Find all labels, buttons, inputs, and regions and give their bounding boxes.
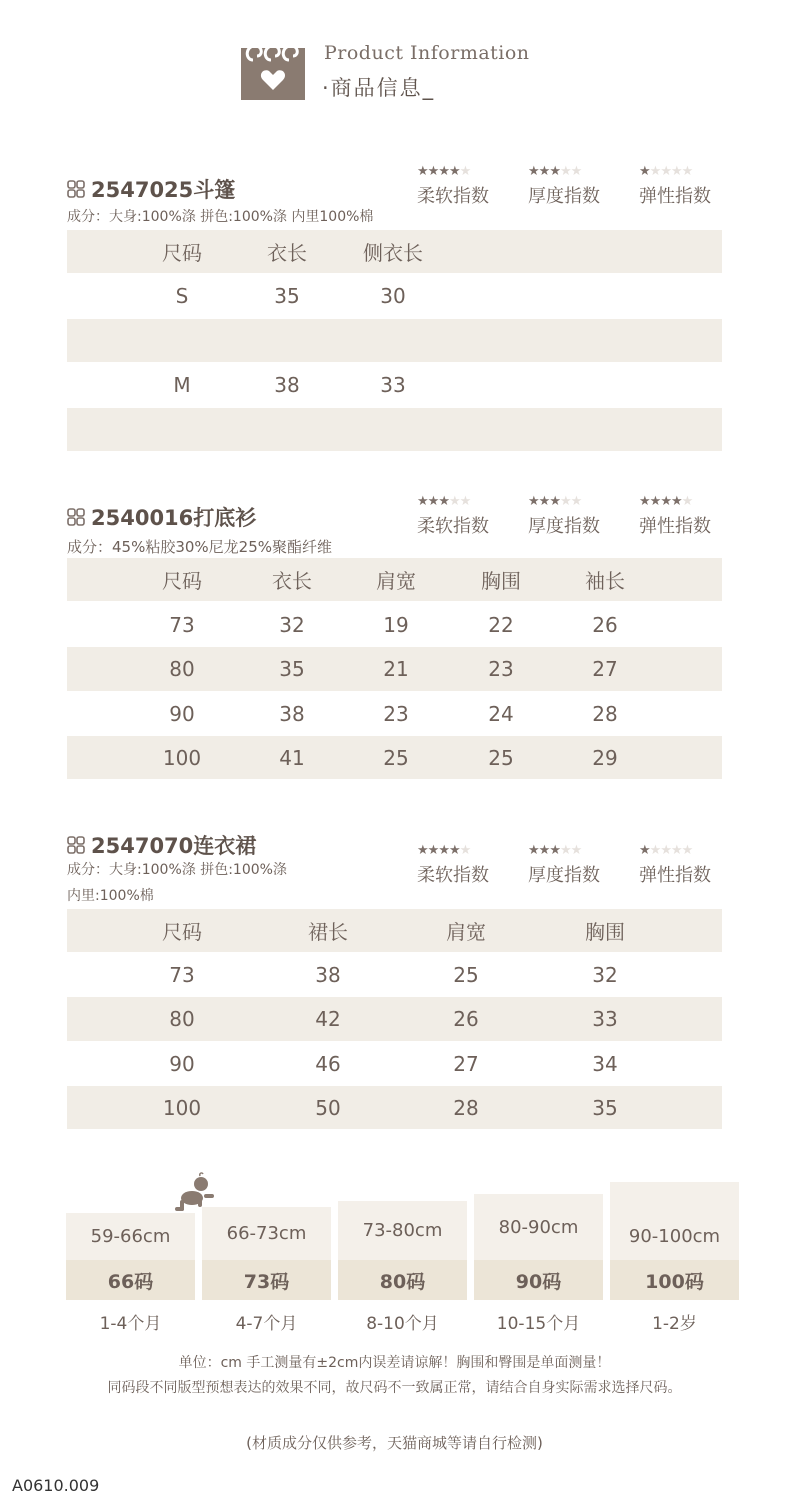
size-label: 66码: [66, 1260, 195, 1300]
table-row: [67, 273, 722, 319]
star-empty-icon: ★: [559, 494, 571, 509]
star-filled-icon: ★: [549, 494, 560, 509]
star-rating: [417, 493, 517, 510]
table-row-spacer: [67, 408, 722, 451]
size-note: 同码段不同版型预想表达的效果不同，故尺码不一致属正常，请结合自身实际需求选择尺码。: [107, 1380, 682, 1396]
table-cell: 90: [169, 1051, 195, 1076]
height-range: 59-66cm: [66, 1213, 195, 1260]
product-title: [67, 830, 256, 860]
thickness-index: [528, 842, 628, 887]
table-cell: 80: [169, 657, 195, 681]
star-empty-icon: ★: [681, 843, 693, 858]
header-title-en: Product Information: [324, 42, 530, 64]
table-cell: 28: [592, 701, 618, 726]
star-empty-icon: ★: [570, 843, 582, 858]
table-cell: 32: [592, 962, 618, 987]
star-empty-icon: ★: [649, 843, 661, 858]
composition-line: 成分：大身:100%涤 拼色:100%涤: [67, 862, 287, 878]
table-cell: 73: [169, 612, 195, 637]
star-filled-icon: ★: [448, 843, 460, 858]
thickness-index: [528, 163, 628, 208]
age-range: 1-2岁: [652, 1314, 697, 1334]
star-filled-icon: ★: [538, 843, 550, 858]
table-header-row: [67, 230, 722, 273]
table-cell: 50: [315, 1095, 341, 1120]
table-cell: 32: [279, 612, 305, 637]
table-cell: 26: [453, 1007, 479, 1031]
star-rating: [417, 842, 517, 859]
table-cell: 80: [169, 1007, 195, 1031]
table-row: [67, 952, 722, 997]
table-cell: 41: [279, 745, 305, 770]
table-cell: 46: [315, 1051, 341, 1076]
elasticity-index-label: 弹性指数: [639, 516, 711, 537]
height-range: 66-73cm: [202, 1207, 331, 1260]
size-label: 80码: [338, 1260, 467, 1300]
thickness-index: [528, 493, 628, 538]
table-cell: 38: [274, 373, 300, 397]
table-cell: 35: [274, 284, 300, 308]
table-cell: 29: [592, 745, 618, 770]
table-cell: 100: [162, 745, 202, 770]
star-empty-icon: ★: [448, 494, 460, 509]
header-cell: 裙长: [308, 920, 348, 944]
table-cell: 25: [453, 962, 479, 987]
star-filled-icon: ★: [639, 164, 650, 179]
star-empty-icon: ★: [660, 843, 671, 858]
elasticity-index-label: 弹性指数: [639, 865, 711, 886]
star-empty-icon: ★: [670, 843, 682, 858]
age-range: 1-4个月: [99, 1314, 162, 1334]
height-range: 73-80cm: [338, 1201, 467, 1260]
star-empty-icon: ★: [681, 494, 693, 509]
table-cell: 25: [488, 745, 514, 770]
table-cell: 34: [592, 1051, 618, 1076]
height-range: 80-90cm: [474, 1194, 603, 1260]
header-cell: 胸围: [585, 920, 625, 944]
star-filled-icon: ★: [639, 843, 650, 858]
size-label: 90码: [474, 1260, 603, 1300]
star-rating: [528, 493, 628, 510]
thickness-index-label: 厚度指数: [528, 516, 600, 537]
table-cell: 30: [380, 284, 406, 308]
elasticity-index: [639, 493, 739, 538]
header-cell: 尺码: [162, 920, 202, 944]
star-filled-icon: ★: [528, 494, 539, 509]
elasticity-index: [639, 842, 739, 887]
table-cell: 90: [169, 701, 195, 726]
table-row: [67, 1041, 722, 1086]
header-cell: 肩宽: [446, 920, 486, 944]
height-range: 90-100cm: [610, 1182, 739, 1260]
star-empty-icon: ★: [570, 494, 582, 509]
header-cell: 袖长: [585, 569, 625, 593]
grid-squares-icon: [67, 508, 85, 526]
soft-index-label: 柔软指数: [417, 865, 489, 886]
star-filled-icon: ★: [438, 843, 449, 858]
table-cell: 33: [592, 1007, 618, 1031]
star-rating: [639, 493, 739, 510]
table-cell: 42: [315, 1007, 341, 1031]
age-range: 4-7个月: [235, 1314, 298, 1334]
size-table-base-shirt: [67, 558, 722, 779]
table-cell: 38: [279, 701, 305, 726]
star-empty-icon: ★: [660, 164, 671, 179]
star-rating: [417, 163, 517, 180]
table-row: [67, 1086, 722, 1129]
soft-index: [417, 842, 517, 887]
composition-line: 内里:100%棉: [67, 888, 154, 904]
table-cell: 19: [383, 612, 409, 637]
header-title-cn: ·商品信息_: [322, 76, 436, 100]
grid-squares-icon: [67, 836, 85, 854]
table-row: [67, 362, 722, 408]
star-rating: [528, 163, 628, 180]
product-title-text: 2540016打底衫: [91, 506, 257, 530]
size-table-cape: [67, 230, 722, 451]
size-label: 73码: [202, 1260, 331, 1300]
star-filled-icon: ★: [417, 843, 428, 858]
table-cell: 73: [169, 962, 195, 987]
soft-index: [417, 493, 517, 538]
table-row-spacer: [67, 319, 722, 362]
table-cell: 28: [453, 1095, 479, 1120]
unit-note: 单位：cm 手工测量有±2cm内误差请谅解！胸围和臀围是单面测量！: [178, 1355, 611, 1371]
star-filled-icon: ★: [417, 494, 428, 509]
product-title: [67, 502, 256, 532]
header-cell: 尺码: [162, 569, 202, 593]
product-title: [67, 174, 235, 204]
star-empty-icon: ★: [649, 164, 661, 179]
table-cell: 27: [453, 1051, 479, 1076]
table-row: [67, 691, 722, 736]
table-header-row: [67, 558, 722, 601]
product-title-text: 2547070连衣裙: [91, 834, 257, 858]
table-cell: 24: [488, 701, 514, 726]
star-filled-icon: ★: [538, 164, 550, 179]
table-cell: 23: [383, 701, 409, 726]
table-cell: M: [173, 373, 191, 397]
age-range: 10-15个月: [496, 1314, 581, 1334]
star-filled-icon: ★: [417, 164, 428, 179]
grid-squares-icon: [67, 180, 85, 198]
star-filled-icon: ★: [549, 843, 560, 858]
star-rating: [639, 163, 739, 180]
table-cell: S: [175, 284, 189, 308]
elasticity-index: [639, 163, 739, 208]
star-filled-icon: ★: [438, 494, 449, 509]
product-code: A0610.009: [12, 1476, 100, 1495]
star-empty-icon: ★: [570, 164, 582, 179]
header-cell: 衣长: [267, 241, 307, 265]
table-cell: 35: [279, 657, 305, 681]
composition-line: 成分：大身:100%涤 拼色:100%涤 内里100%棉: [67, 209, 374, 225]
header-cell: 肩宽: [376, 569, 416, 593]
size-label: 100码: [610, 1260, 739, 1300]
soft-index-label: 柔软指数: [417, 516, 489, 537]
table-cell: 23: [488, 657, 514, 681]
star-filled-icon: ★: [427, 494, 439, 509]
star-rating: [528, 842, 628, 859]
star-empty-icon: ★: [459, 843, 471, 858]
table-cell: 22: [488, 612, 514, 637]
table-row: [67, 647, 722, 691]
header-cell: 侧衣长: [363, 241, 423, 265]
soft-index-label: 柔软指数: [417, 186, 489, 207]
star-filled-icon: ★: [448, 164, 460, 179]
star-empty-icon: ★: [670, 164, 682, 179]
star-empty-icon: ★: [559, 843, 571, 858]
elasticity-index-label: 弹性指数: [639, 186, 711, 207]
star-empty-icon: ★: [459, 494, 471, 509]
star-filled-icon: ★: [660, 494, 671, 509]
thickness-index-label: 厚度指数: [528, 186, 600, 207]
table-cell: 21: [383, 657, 409, 681]
star-filled-icon: ★: [427, 164, 439, 179]
table-cell: 27: [592, 657, 618, 681]
star-filled-icon: ★: [528, 164, 539, 179]
table-header-row: [67, 909, 722, 952]
table-row: [67, 602, 722, 647]
star-filled-icon: ★: [549, 164, 560, 179]
star-empty-icon: ★: [559, 164, 571, 179]
table-row: [67, 997, 722, 1041]
star-filled-icon: ★: [538, 494, 550, 509]
product-title-text: 2547025斗篷: [91, 178, 236, 202]
age-range: 8-10个月: [366, 1314, 439, 1334]
composition-line: 成分：45%粘胶30%尼龙25%聚酯纤维: [67, 538, 333, 556]
star-filled-icon: ★: [438, 164, 449, 179]
shopping-bag-heart-icon: [241, 38, 305, 100]
star-filled-icon: ★: [670, 494, 682, 509]
star-empty-icon: ★: [681, 164, 693, 179]
table-cell: 26: [592, 612, 618, 637]
size-table-dress: [67, 909, 722, 1129]
star-rating: [639, 842, 739, 859]
table-cell: 38: [315, 962, 341, 987]
soft-index: [417, 163, 517, 208]
table-cell: 33: [380, 373, 406, 397]
table-cell: 100: [162, 1095, 202, 1120]
header-cell: 胸围: [481, 569, 521, 593]
table-row: [67, 736, 722, 779]
star-filled-icon: ★: [649, 494, 661, 509]
thickness-index-label: 厚度指数: [528, 865, 600, 886]
star-filled-icon: ★: [639, 494, 650, 509]
star-empty-icon: ★: [459, 164, 471, 179]
table-cell: 35: [592, 1095, 618, 1120]
star-filled-icon: ★: [427, 843, 439, 858]
star-filled-icon: ★: [528, 843, 539, 858]
header-cell: 尺码: [162, 241, 202, 265]
material-disclaimer: (材质成分仅供参考，天猫商城等请自行检测): [246, 1434, 543, 1452]
table-cell: 25: [383, 745, 409, 770]
header-cell: 衣长: [272, 569, 312, 593]
